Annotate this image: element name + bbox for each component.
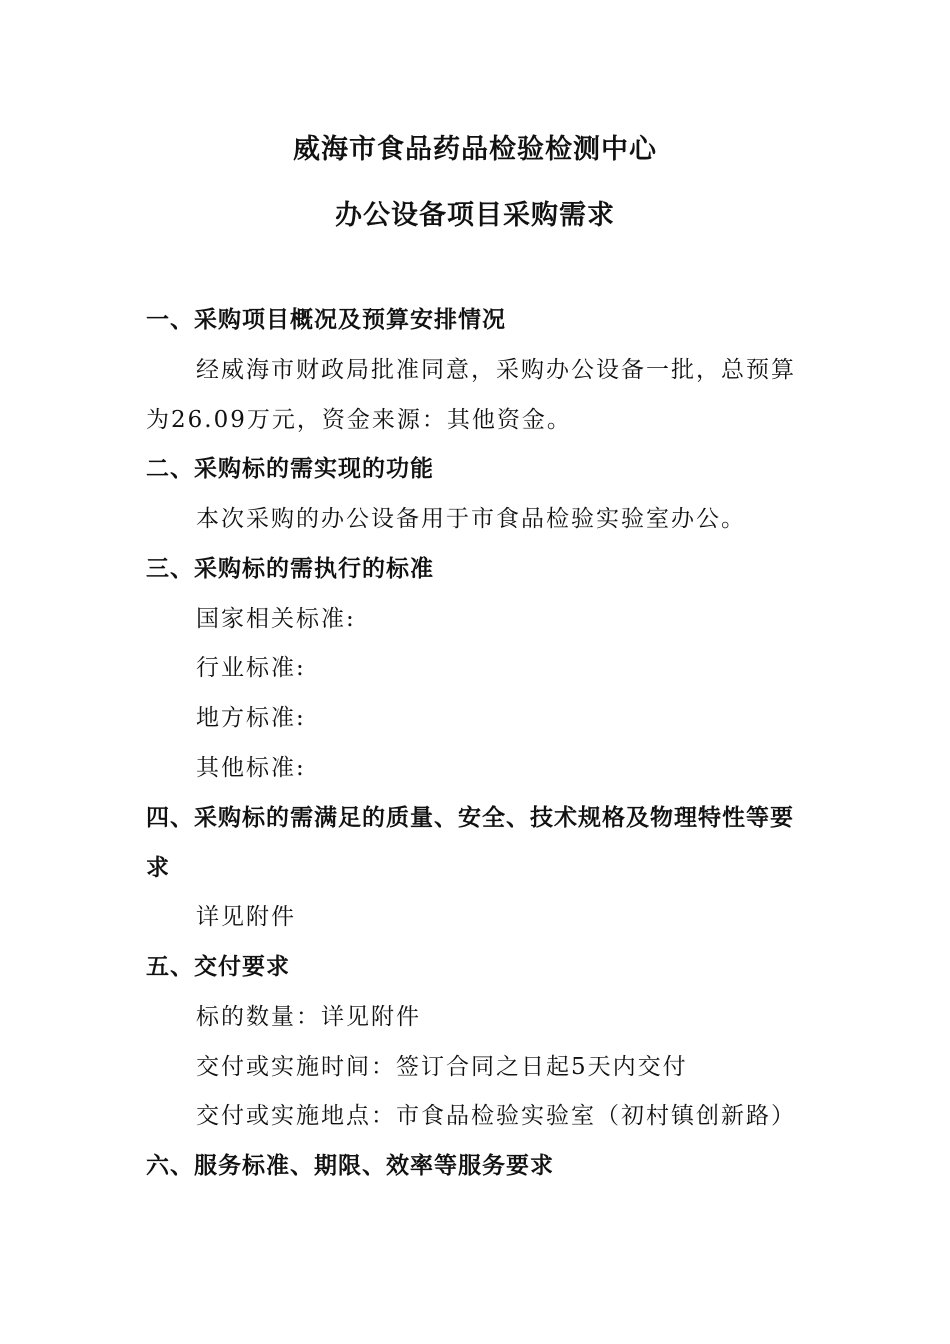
section-5-heading: 五、交付要求 (146, 954, 290, 980)
delivery-item-time: 交付或实施时间：签订合同之日起5天内交付 (196, 1054, 688, 1080)
delivery-item-quantity: 标的数量：详见附件 (196, 1004, 421, 1030)
document-title-line1: 威海市食品药品检验检测中心 (293, 134, 657, 165)
standard-item-other: 其他标准: (196, 755, 306, 781)
section-2-heading: 二、采购标的需实现的功能 (146, 456, 434, 482)
section-4-heading: 四、采购标的需满足的质量、安全、技术规格及物理特性等要求 (146, 805, 794, 881)
section-2-body: 本次采购的办公设备用于市食品检验实验室办公。 (196, 506, 746, 532)
standard-item-national: 国家相关标准: (196, 606, 356, 632)
section-1-body: 经威海市财政局批准同意，采购办公设备一批，总预算为26.09万元，资金来源：其他资金。 (146, 357, 796, 433)
section-1-heading: 一、采购项目概况及预算安排情况 (146, 307, 506, 333)
section-4-body: 详见附件 (196, 904, 296, 930)
standard-item-industry: 行业标准: (196, 655, 306, 681)
section-3-heading: 三、采购标的需执行的标准 (146, 556, 434, 582)
section-6-heading: 六、服务标准、期限、效率等服务要求 (146, 1153, 554, 1179)
delivery-item-location: 交付或实施地点：市食品检验实验室（初村镇创新路） (196, 1103, 796, 1129)
document-title-line2: 办公设备项目采购需求 (335, 200, 615, 231)
standard-item-local: 地方标准: (196, 705, 306, 731)
